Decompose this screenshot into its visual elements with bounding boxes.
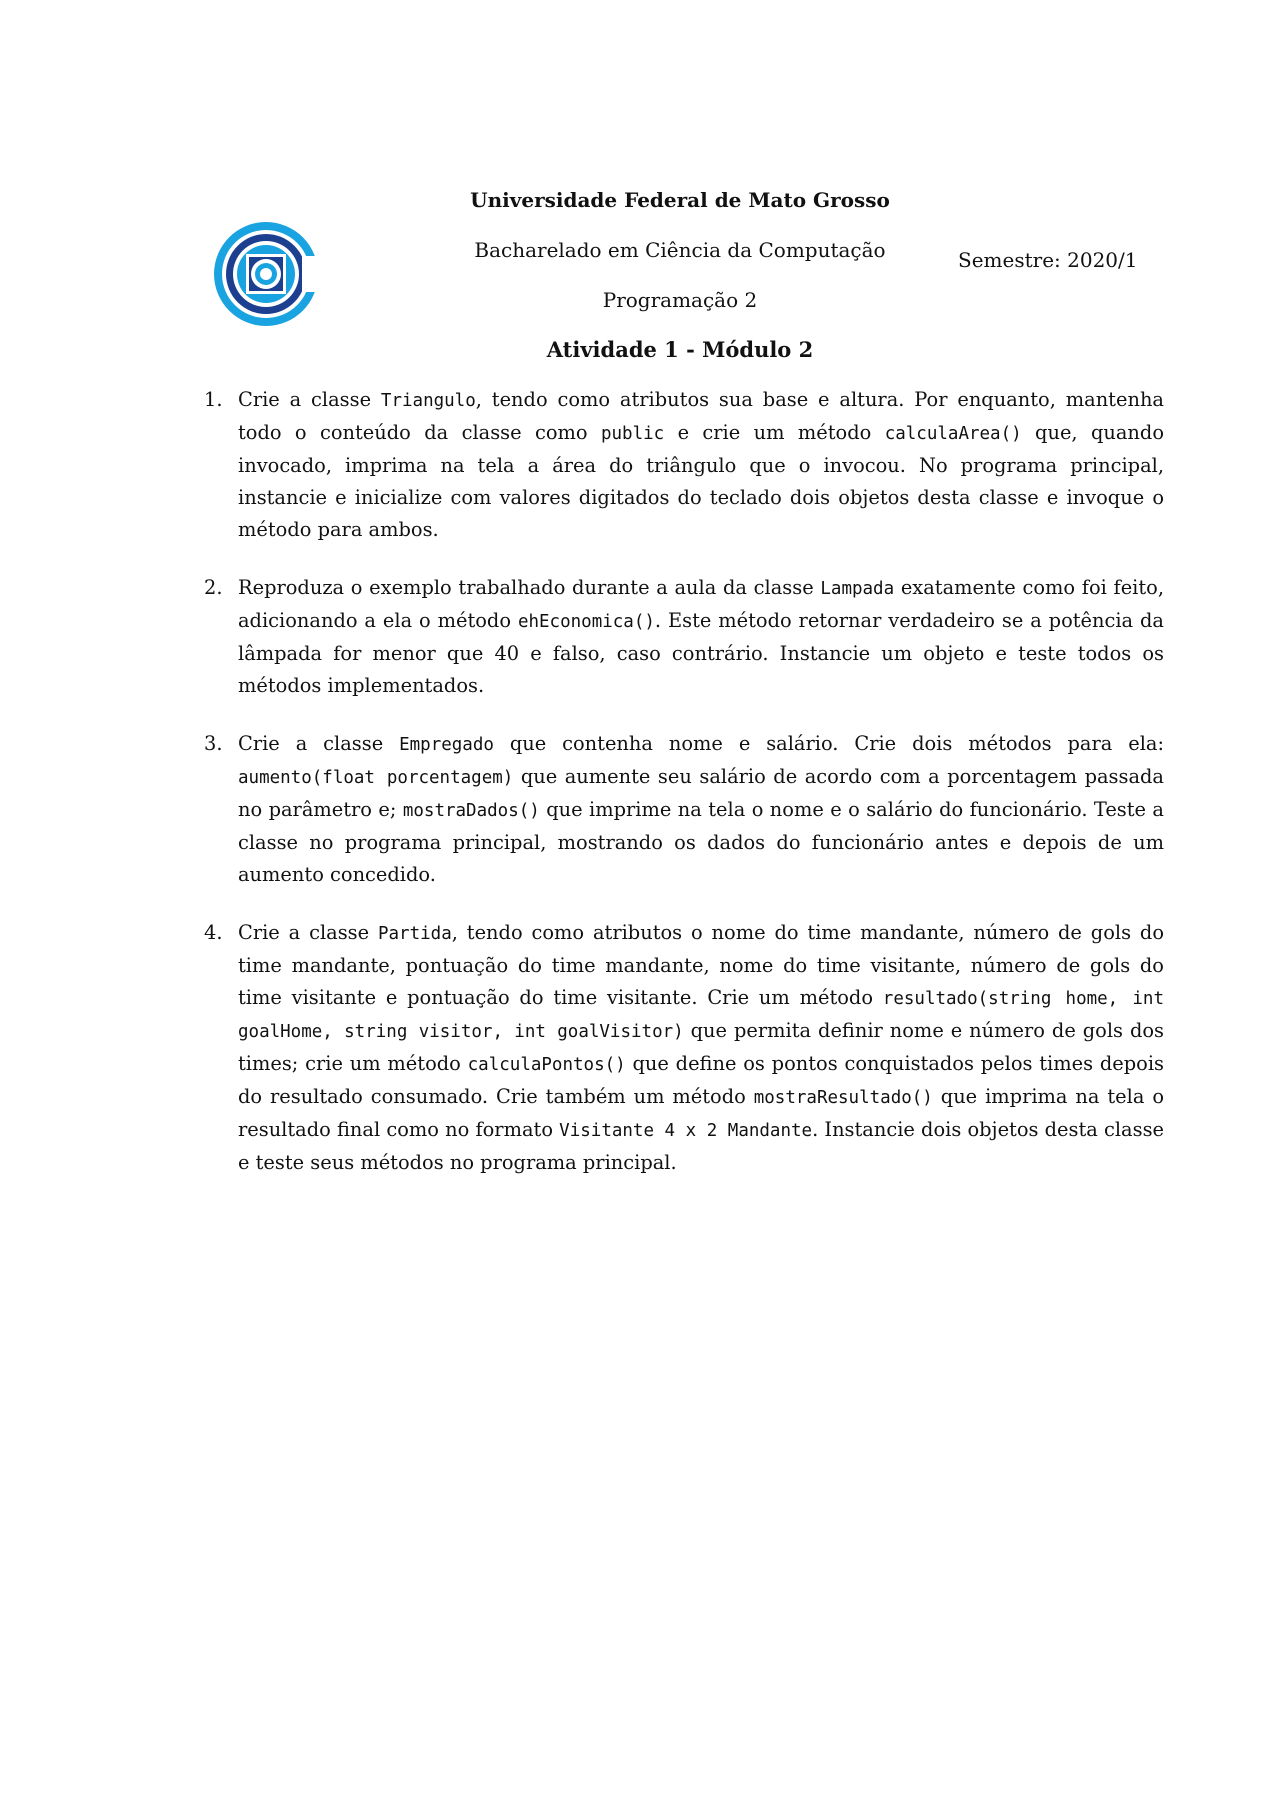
exercise-text: . Este método retornar verdadeiro se a potência da lâmpada for menor que 40 e falso, caso contrário. Instancie um objeto e teste todos os métodos implementados. xyxy=(238,609,1164,697)
code-snippet: calculaArea() xyxy=(884,424,1022,444)
semester-label: Semestre: 2020/1 xyxy=(958,248,1138,272)
exercise-text: Reproduza o exemplo trabalhado durante a aula da classe xyxy=(238,576,821,599)
exercise-text: . Instancie dois objetos desta classe e teste seus métodos no programa principal. xyxy=(238,1118,1164,1174)
exercise-text: que contenha nome e salário. Crie dois métodos para ela: xyxy=(493,732,1164,755)
exercise-text: que define os pontos conquistados pelos times depois do resultado consumado. Crie também um método xyxy=(238,1052,1164,1108)
code-snippet: Triangulo xyxy=(380,391,476,411)
code-snippet: Lampada xyxy=(820,579,895,599)
exercise-number: 2. xyxy=(204,576,223,599)
exercise-text: , tendo como atributos o nome do time mandante, número de gols do time mandante, pontuação do time mandante, nome do time visitante, número de gols do time visitante e pontuação do time visitante. Crie um método xyxy=(238,921,1164,1009)
exercise-text: Crie a classe xyxy=(238,921,378,944)
exercise-text: Crie a classe xyxy=(238,732,400,755)
code-snippet: resultado(string home, int goalHome, string visitor, int goalVisitor) xyxy=(238,989,1164,1042)
exercise-text: e crie um método xyxy=(664,421,885,444)
code-snippet: Partida xyxy=(377,924,452,944)
university-name: Universidade Federal de Mato Grosso xyxy=(470,188,890,212)
discipline-name: Programação 2 xyxy=(602,288,758,312)
exercise-item xyxy=(204,917,1164,1179)
code-snippet: aumento(float porcentagem) xyxy=(238,768,514,788)
exercise-number: 1. xyxy=(204,388,223,411)
exercise-text: que imprime na tela o nome e o salário do funcionário. Teste a classe no programa principal, mostrando os dados do funcionário antes e depois de um aumento concedido. xyxy=(238,798,1164,886)
activity-title: Atividade 1 - Módulo 2 xyxy=(546,337,814,362)
code-snippet: calculaPontos() xyxy=(467,1055,626,1075)
code-snippet: mostraResultado() xyxy=(753,1088,933,1108)
exercise-number: 3. xyxy=(204,732,223,755)
institute-computing-logo-icon xyxy=(210,212,322,336)
course-name: Bacharelado em Ciência da Computação xyxy=(474,238,886,262)
exercise-item xyxy=(204,384,1164,546)
exercise-list xyxy=(204,384,1164,1205)
exercise-text: que aumente seu salário de acordo com a porcentagem passada no parâmetro e; xyxy=(238,765,1164,821)
code-snippet: Empregado xyxy=(399,735,494,755)
exercise-text: Crie a classe xyxy=(238,388,381,411)
code-snippet: mostraDados() xyxy=(402,801,540,821)
exercise-number: 4. xyxy=(204,921,223,944)
exercise-text: que imprima na tela o resultado final como no formato xyxy=(238,1085,1164,1141)
exercise-text: exatamente como foi feito, adicionando a ela o método xyxy=(238,576,1164,632)
exercise-item xyxy=(204,572,1164,702)
exercise-text: que permita definir nome e número de gols dos times; crie um método xyxy=(238,1019,1164,1075)
exercise-text: que, quando invocado, imprima na tela a área do triângulo que o invocou. No programa principal, instancie e inicialize com valores digitados do teclado dois objetos desta classe e invoque o método para ambos. xyxy=(238,421,1164,541)
code-snippet: Visitante 4 x 2 Mandante xyxy=(559,1121,813,1141)
exercise-item xyxy=(204,728,1164,891)
exercise-text: , tendo como atributos sua base e altura. Por enquanto, mantenha todo o conteúdo da classe como xyxy=(238,388,1164,444)
code-snippet: ehEconomica() xyxy=(517,612,655,632)
code-snippet: public xyxy=(600,424,665,444)
